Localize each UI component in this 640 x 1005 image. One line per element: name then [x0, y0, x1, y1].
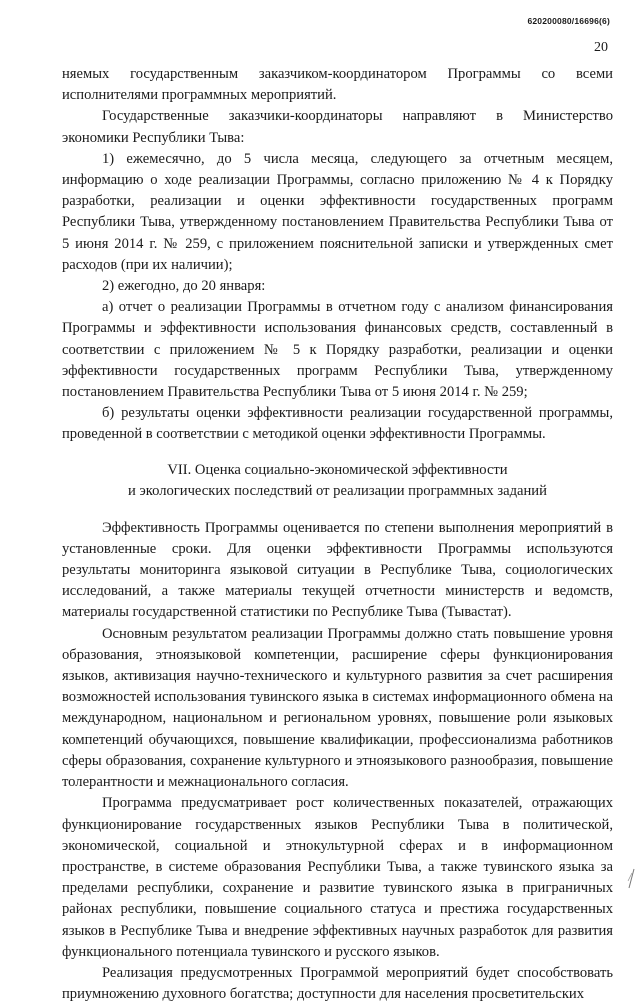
paragraph: няемых государственным заказчиком-координатором Программы со всеми исполнителями программных мероприятий. — [62, 66, 613, 104]
section-heading-line-1: VII. Оценка социально-экономической эффективности — [167, 461, 508, 478]
section-heading — [62, 460, 613, 502]
paragraph: 2) ежегодно, до 20 января: — [102, 278, 266, 295]
paragraph: б) результаты оценки эффективности реализации государственной программы, проведенной в соответствии с методикой оценки эффективности Программы. — [62, 405, 613, 443]
section-heading-line-2: и экологических последствий от реализации программных заданий — [128, 482, 547, 499]
paragraph: Государственные заказчики-координаторы направляют в Министерство экономики Республики Тыва: — [62, 108, 613, 146]
page-number: 20 — [594, 40, 608, 55]
paragraph: Эффективность Программы оценивается по степени выполнения мероприятий в установленные сроки. Для оценки эффективности Программы используются результаты мониторинга языковой ситуации в Республике Тыва, социологических исследований, а также материалы текущей отчетности министерств и ведомств, материалы государственной статистики по Республике Тыва (Тывастат). — [62, 519, 613, 621]
paragraph: а) отчет о реализации Программы в отчетном году с анализом финансирования Программы и эффективности использования финансовых средств, составленный в соответствии с приложением № 5 к Порядку разработки, реализации и оценки эффективности государственных программ Республики Тыва, утвержденному постановлением Правительства Республики Тыва от 5 июня 2014 г. № 259; — [62, 299, 613, 401]
paragraph: Реализация предусмотренных Программой мероприятий будет способствовать приумножению духовного богатства; доступности для населения просветительских — [62, 964, 613, 1003]
document-body — [62, 64, 613, 1005]
document-id: 620200080/16696(6) — [527, 16, 610, 26]
margin-mark — [626, 868, 636, 890]
paragraph: Основным результатом реализации Программы должно стать повышение уровня образования, этноязыковой компетенции, расширение сферы функционирования языков, активизация научно-технического и культурного развития за счет расширения возможностей использования тувинского языка в системах информационного обмена на международном, национальном и региональном уровнях, повышение роли языковых компетенций обучающихся, повышение квалификации, профессионализма работников сферы образования, сохранение культурного и этноязыкового разнообразия, повышение толерантности и межнационального согласия. — [62, 625, 613, 791]
paragraph: Программа предусматривает рост количественных показателей, отражающих функционирование государственных языков Республики Тыва в политической, экономической, социальной и этнокультурной сферах и в информационном пространстве, в системе образования Республики Тыва, а также тувинского языка за пределами республики, сохранение и развитие тувинского языка в приграничных районах республики, повышение социального статуса и престижа государственных языков в Республике Тыва и внедрение эффективных научных разработок для развития функционального потенциала тувинского и русского языков. — [62, 795, 613, 960]
paragraph: 1) ежемесячно, до 5 числа месяца, следующего за отчетным месяцем, информацию о ходе реализации Программы, согласно приложению № 4 к Порядку разработки, реализации и оценки эффективности государственных программ Республики Тыва, утвержденному постановлением Правительства Республики Тыва от 5 июня 2014 г. № 259, с приложением пояснительной записки и утвержденных смет расходов (при их наличии); — [62, 150, 613, 273]
